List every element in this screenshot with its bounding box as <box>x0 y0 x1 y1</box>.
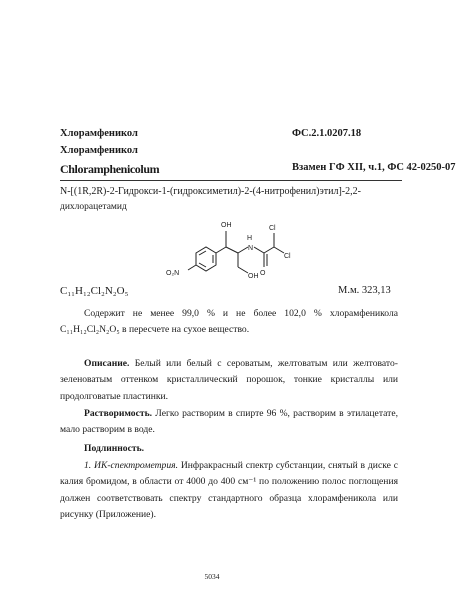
atom-o2n: O₂N <box>166 270 180 277</box>
solubility-label: Растворимость. <box>84 408 153 419</box>
atom-cl2: Cl <box>284 253 291 260</box>
atom-cl1: Cl <box>269 225 276 232</box>
content-text: Содержит не менее 99,0 % и не более 102,0 % хлорамфеникола C₁₁H₁₂Cl₂N₂O₅ в пересчете на сухое вещество. <box>60 308 398 336</box>
header-row-3 <box>60 162 456 177</box>
solubility-paragraph <box>60 406 398 439</box>
description-paragraph <box>60 356 398 405</box>
replaces-note: Взамен ГФ XII, ч.1, ФС 42-0250-07 <box>292 162 456 173</box>
identity-item-paragraph <box>60 458 398 524</box>
atom-h: H <box>247 235 253 242</box>
chemical-structure <box>160 205 300 283</box>
atom-oh-bottom: OH <box>248 273 259 280</box>
drug-name-ru: Хлорамфеникол <box>60 128 138 139</box>
identity-heading-block <box>60 441 398 457</box>
iupac-name-line1: N-[(1R,2R)-2-Гидрокси-1-(гидроксиметил)-2-(4-нитрофенил)этил]-2,2- <box>60 186 361 197</box>
ir-spectrometry-text: Инфракрасный спектр субстанции, снятый в диске с калия бромидом, в области от 4000 до 400 см⁻¹ по положению полос поглощения должен соответствовать спектру стандартного образца хлорамфеникола или рисунку (Приложение). <box>60 460 398 521</box>
drug-name-ru-secondary: Хлорамфеникол <box>60 145 138 156</box>
solubility-text: Легко растворим в спирте 96 %, растворим в этилацетате, мало растворим в воде. <box>60 408 398 436</box>
atom-oh-top: OH <box>221 222 232 229</box>
atom-o-amide: O <box>260 270 266 277</box>
drug-name-latin: Chloramphenicolum <box>60 162 160 176</box>
molecular-formula: C₁₁H₁₂Cl₂N₂O₅ <box>60 285 129 297</box>
monograph-code: ФС.2.1.0207.18 <box>292 128 362 139</box>
atom-n: N <box>248 245 254 252</box>
description-label: Описание. <box>84 358 130 369</box>
header-rule <box>60 180 402 181</box>
description-text: Белый или белый с сероватым, желтоватым или желтовато-зеленоватым оттенком кристаллический порошок, тонкие кристаллы или продолговатые пластинки. <box>60 358 398 402</box>
ir-spectrometry-label: 1. ИК-спектрометрия. <box>84 460 178 471</box>
content-paragraph <box>60 306 398 339</box>
header-row-1 <box>60 128 400 139</box>
identity-label: Подлинность. <box>84 443 145 454</box>
page-number: 5034 <box>204 572 220 581</box>
molecular-mass: М.м. 323,13 <box>338 285 391 296</box>
header-row-2 <box>60 145 400 156</box>
iupac-name-line2: дихлорацетамид <box>60 202 127 212</box>
